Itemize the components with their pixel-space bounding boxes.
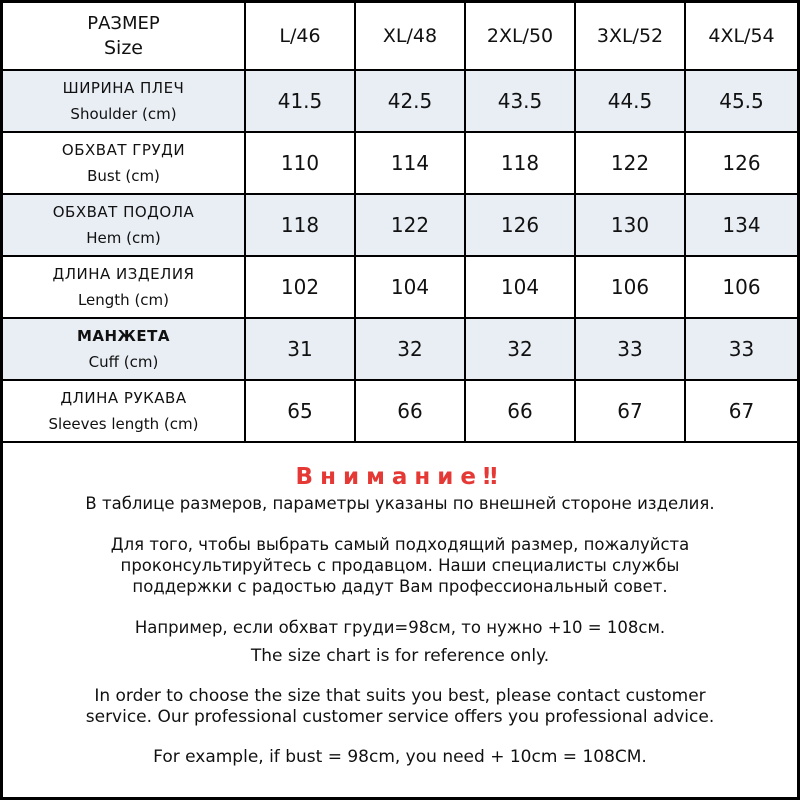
notice-en-line: The size chart is for reference only. bbox=[250, 646, 550, 666]
value-cell: 118 bbox=[465, 132, 575, 194]
size-table bbox=[3, 3, 797, 443]
notice-ru-line: Для того, чтобы выбрать самый подходящий размер, пожалуйста bbox=[110, 535, 690, 554]
notice-section bbox=[3, 455, 797, 768]
size-header: 4XL/54 bbox=[685, 3, 797, 70]
notice-en-line: In order to choose the size that suits you best, please contact customer bbox=[94, 686, 706, 706]
table-header-row bbox=[3, 3, 797, 70]
row-label-ru: МАНЖЕТА bbox=[76, 327, 171, 345]
value-cell: 66 bbox=[465, 380, 575, 442]
row-label-ru: ОБХВАТ ПОДОЛА bbox=[52, 203, 195, 221]
value-cell: 32 bbox=[465, 318, 575, 380]
row-label-en: Sleeves length (cm) bbox=[48, 415, 199, 433]
row-label-ru: ОБХВАТ ГРУДИ bbox=[61, 141, 186, 159]
value-cell: 104 bbox=[355, 256, 465, 318]
value-cell: 118 bbox=[245, 194, 355, 256]
row-label-en: Length (cm) bbox=[77, 291, 170, 309]
value-cell: 44.5 bbox=[575, 70, 685, 132]
value-cell: 33 bbox=[575, 318, 685, 380]
value-cell: 106 bbox=[685, 256, 797, 318]
table-row-length bbox=[3, 256, 797, 318]
row-label-ru: ДЛИНА ИЗДЕЛИЯ bbox=[52, 265, 195, 283]
size-header: 2XL/50 bbox=[465, 3, 575, 70]
size-header: 3XL/52 bbox=[575, 3, 685, 70]
warning-title: Внимание‼ bbox=[295, 464, 505, 490]
row-label-en: Hem (cm) bbox=[86, 229, 161, 247]
value-cell: 110 bbox=[245, 132, 355, 194]
value-cell: 42.5 bbox=[355, 70, 465, 132]
header-label-ru: РАЗМЕР bbox=[87, 13, 160, 34]
value-cell: 66 bbox=[355, 380, 465, 442]
row-label-cell bbox=[3, 318, 245, 380]
notice-en-line: service. Our professional customer service offers you professional advice. bbox=[85, 707, 715, 727]
row-label-ru: ШИРИНА ПЛЕЧ bbox=[62, 79, 185, 97]
value-cell: 31 bbox=[245, 318, 355, 380]
value-cell: 41.5 bbox=[245, 70, 355, 132]
value-cell: 67 bbox=[575, 380, 685, 442]
value-cell: 134 bbox=[685, 194, 797, 256]
value-cell: 122 bbox=[575, 132, 685, 194]
notice-ru-example: Например, если обхват груди=98см, то нужно +10 = 108см. bbox=[134, 618, 666, 637]
value-cell: 104 bbox=[465, 256, 575, 318]
row-label-cell bbox=[3, 70, 245, 132]
value-cell: 43.5 bbox=[465, 70, 575, 132]
header-label-en: Size bbox=[103, 37, 143, 59]
row-label-cell bbox=[3, 256, 245, 318]
table-row-hem bbox=[3, 194, 797, 256]
value-cell: 33 bbox=[685, 318, 797, 380]
size-header: L/46 bbox=[245, 3, 355, 70]
notice-ru-line: В таблице размеров, параметры указаны по внешней стороне изделия. bbox=[85, 494, 715, 513]
value-cell: 122 bbox=[355, 194, 465, 256]
value-cell: 67 bbox=[685, 380, 797, 442]
row-label-ru: ДЛИНА РУКАВА bbox=[60, 389, 187, 407]
value-cell: 106 bbox=[575, 256, 685, 318]
notice-ru-line: проконсультируйтесь с продавцом. Наши специалисты службы bbox=[120, 556, 680, 575]
row-label-en: Cuff (cm) bbox=[88, 353, 159, 371]
value-cell: 126 bbox=[465, 194, 575, 256]
row-label-cell bbox=[3, 132, 245, 194]
notice-en-example: For example, if bust = 98cm, you need + 10cm = 108CM. bbox=[153, 747, 647, 767]
header-label-cell bbox=[3, 3, 245, 70]
table-row-shoulder bbox=[3, 70, 797, 132]
value-cell: 32 bbox=[355, 318, 465, 380]
table-row-sleeves bbox=[3, 380, 797, 442]
value-cell: 45.5 bbox=[685, 70, 797, 132]
value-cell: 65 bbox=[245, 380, 355, 442]
row-label-en: Bust (cm) bbox=[87, 167, 160, 185]
value-cell: 102 bbox=[245, 256, 355, 318]
row-label-en: Shoulder (cm) bbox=[70, 105, 177, 123]
value-cell: 130 bbox=[575, 194, 685, 256]
value-cell: 126 bbox=[685, 132, 797, 194]
size-header: XL/48 bbox=[355, 3, 465, 70]
row-label-cell bbox=[3, 380, 245, 442]
table-row-cuff bbox=[3, 318, 797, 380]
notice-ru-line: поддержки с радостью дадут Вам профессиональный совет. bbox=[132, 577, 668, 596]
table-row-bust bbox=[3, 132, 797, 194]
row-label-cell bbox=[3, 194, 245, 256]
value-cell: 114 bbox=[355, 132, 465, 194]
